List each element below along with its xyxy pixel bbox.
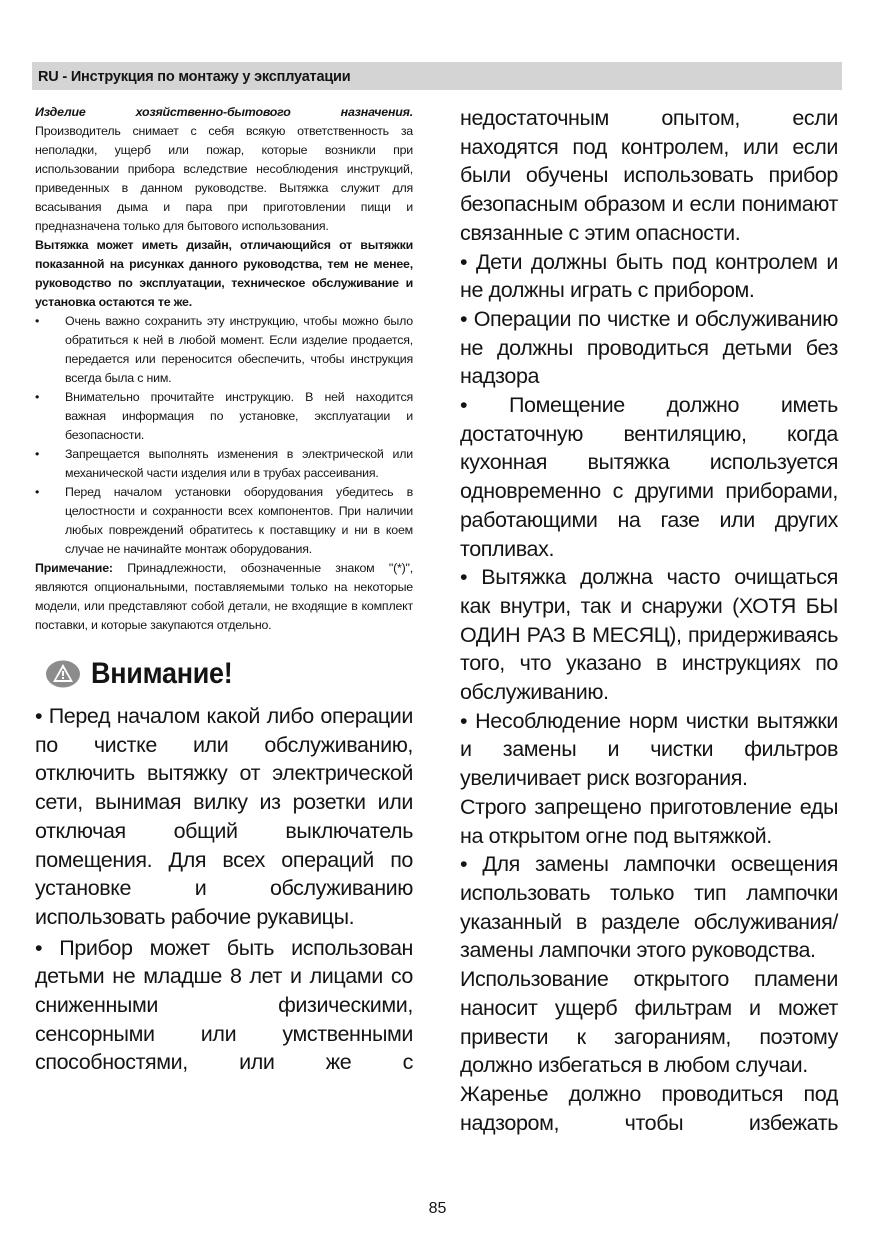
intro-block [35,103,413,635]
intro-heading: Изделие хозяйственно-бытового назначения. [35,105,413,119]
note-paragraph [35,559,413,635]
warning-paragraph-2: • Прибор может быть использован детьми не младше 8 лет и лицами со сниженными физическими, сенсорными или умственными способностями, или же с [35,935,413,1075]
right-paragraph: Использование открытого пламени наносит ущерб фильтрам и может привести к загораниям, поэтому должно избегаться в любом случаи. [460,967,838,1078]
warning-title: Внимание! [91,657,233,690]
page-number: 85 [428,1200,447,1217]
right-paragraph: недостаточным опытом, если находятся под контролем, или если были обучены использовать прибор безопасным образом и если понимают связанные с этим опасности. [460,106,838,245]
right-paragraph: Строго запрещено приготовление еды на открытом огне под вытяжкой. [460,794,838,848]
list-item: • Перед началом установки оборудования убедитесь в целостности и сохранности всех компонентов. При наличии любых повреждений обратитесь к поставщику и ни в коем случае не начинайте монтаж оборудования. [35,483,413,559]
warning-paragraph-1: • Перед началом какой либо операции по чистке или обслуживанию, отключить вытяжку от электрической сети, вынимая вилку из розетки или отключая общий выключатель помещения. Для всех операций по установке и обслуживанию использовать рабочие рукавицы. [35,704,413,929]
right-paragraph: • Дети должны быть под контролем и не должны играть с прибором. [460,249,838,303]
right-paragraph: • Операции по чистке и обслуживанию не должны проводиться детьми без надзора [460,306,838,389]
design-notice: Вытяжка может иметь дизайн, отличающийся от вытяжки показанной на рисунках данного руководства, тем не менее, руководство по эксплуатации, техническое обслуживание и установка остаются те же. [35,238,413,309]
list-item: • Внимательно прочитайте инструкцию. В ней находится важная информация по установке, эксплуатации и безопасности. [35,388,413,445]
right-paragraph: Жаренье должно проводиться под надзором, чтобы избежать [460,1081,838,1135]
section-header: RU - Инструкция по монтажу у эксплуатации [32,62,842,90]
note-text: Принадлежности, обозначенные знаком "(*)", являются опциональными, поставляемыми только на некоторые модели, или представляют собой детали, не входящие в комплект поставки, и которые закупаются отдельно. [35,561,413,632]
note-label: Примечание: [35,561,113,575]
right-paragraph: • Помещение должно иметь достаточную вентиляцию, когда кухонная вытяжка используется одновременно с другими приборами, работающими на газе или других топливах. [460,393,838,561]
left-column [35,103,413,1077]
right-paragraph: • Вытяжка должна часто очищаться как внутри, так и снаружи (ХОТЯ БЫ ОДИН РАЗ В МЕСЯЦ), придерживаясь того, что указано в инструкциях по обслуживанию. [460,565,838,705]
warning-heading [35,654,413,694]
instruction-list [35,312,413,559]
warning-icon [45,659,81,689]
right-paragraph: • Несоблюдение норм чистки вытяжки и замены и чистки фильтров увеличивает риск возгорания. [460,708,838,791]
list-item: • Запрещается выполнять изменения в электрической или механической части изделия или в трубах рассеивания. [35,445,413,483]
warning-text [35,702,413,1077]
intro-text: Производитель снимает с себя всякую ответственность за неполадки, ущерб или пожар, которые возникли при использовании прибора вследствие несоблюдения инструкций, приведенных в данном руководстве. Вытяжка служит для всасывания дыма и пара при приготовлении пищи и предназначена только для бытового использования. [35,124,413,233]
list-item: • Очень важно сохранить эту инструкцию, чтобы можно было обратиться к ней в любой момент. Если изделие продается, передается или переносится обеспечить, чтобы инструкция всегда была с ним. [35,312,413,388]
right-column [460,104,838,1137]
right-paragraph: • Для замены лампочки освещения использовать только тип лампочки указанный в разделе обслуживания/замены лампочки этого руководства. [460,852,838,963]
